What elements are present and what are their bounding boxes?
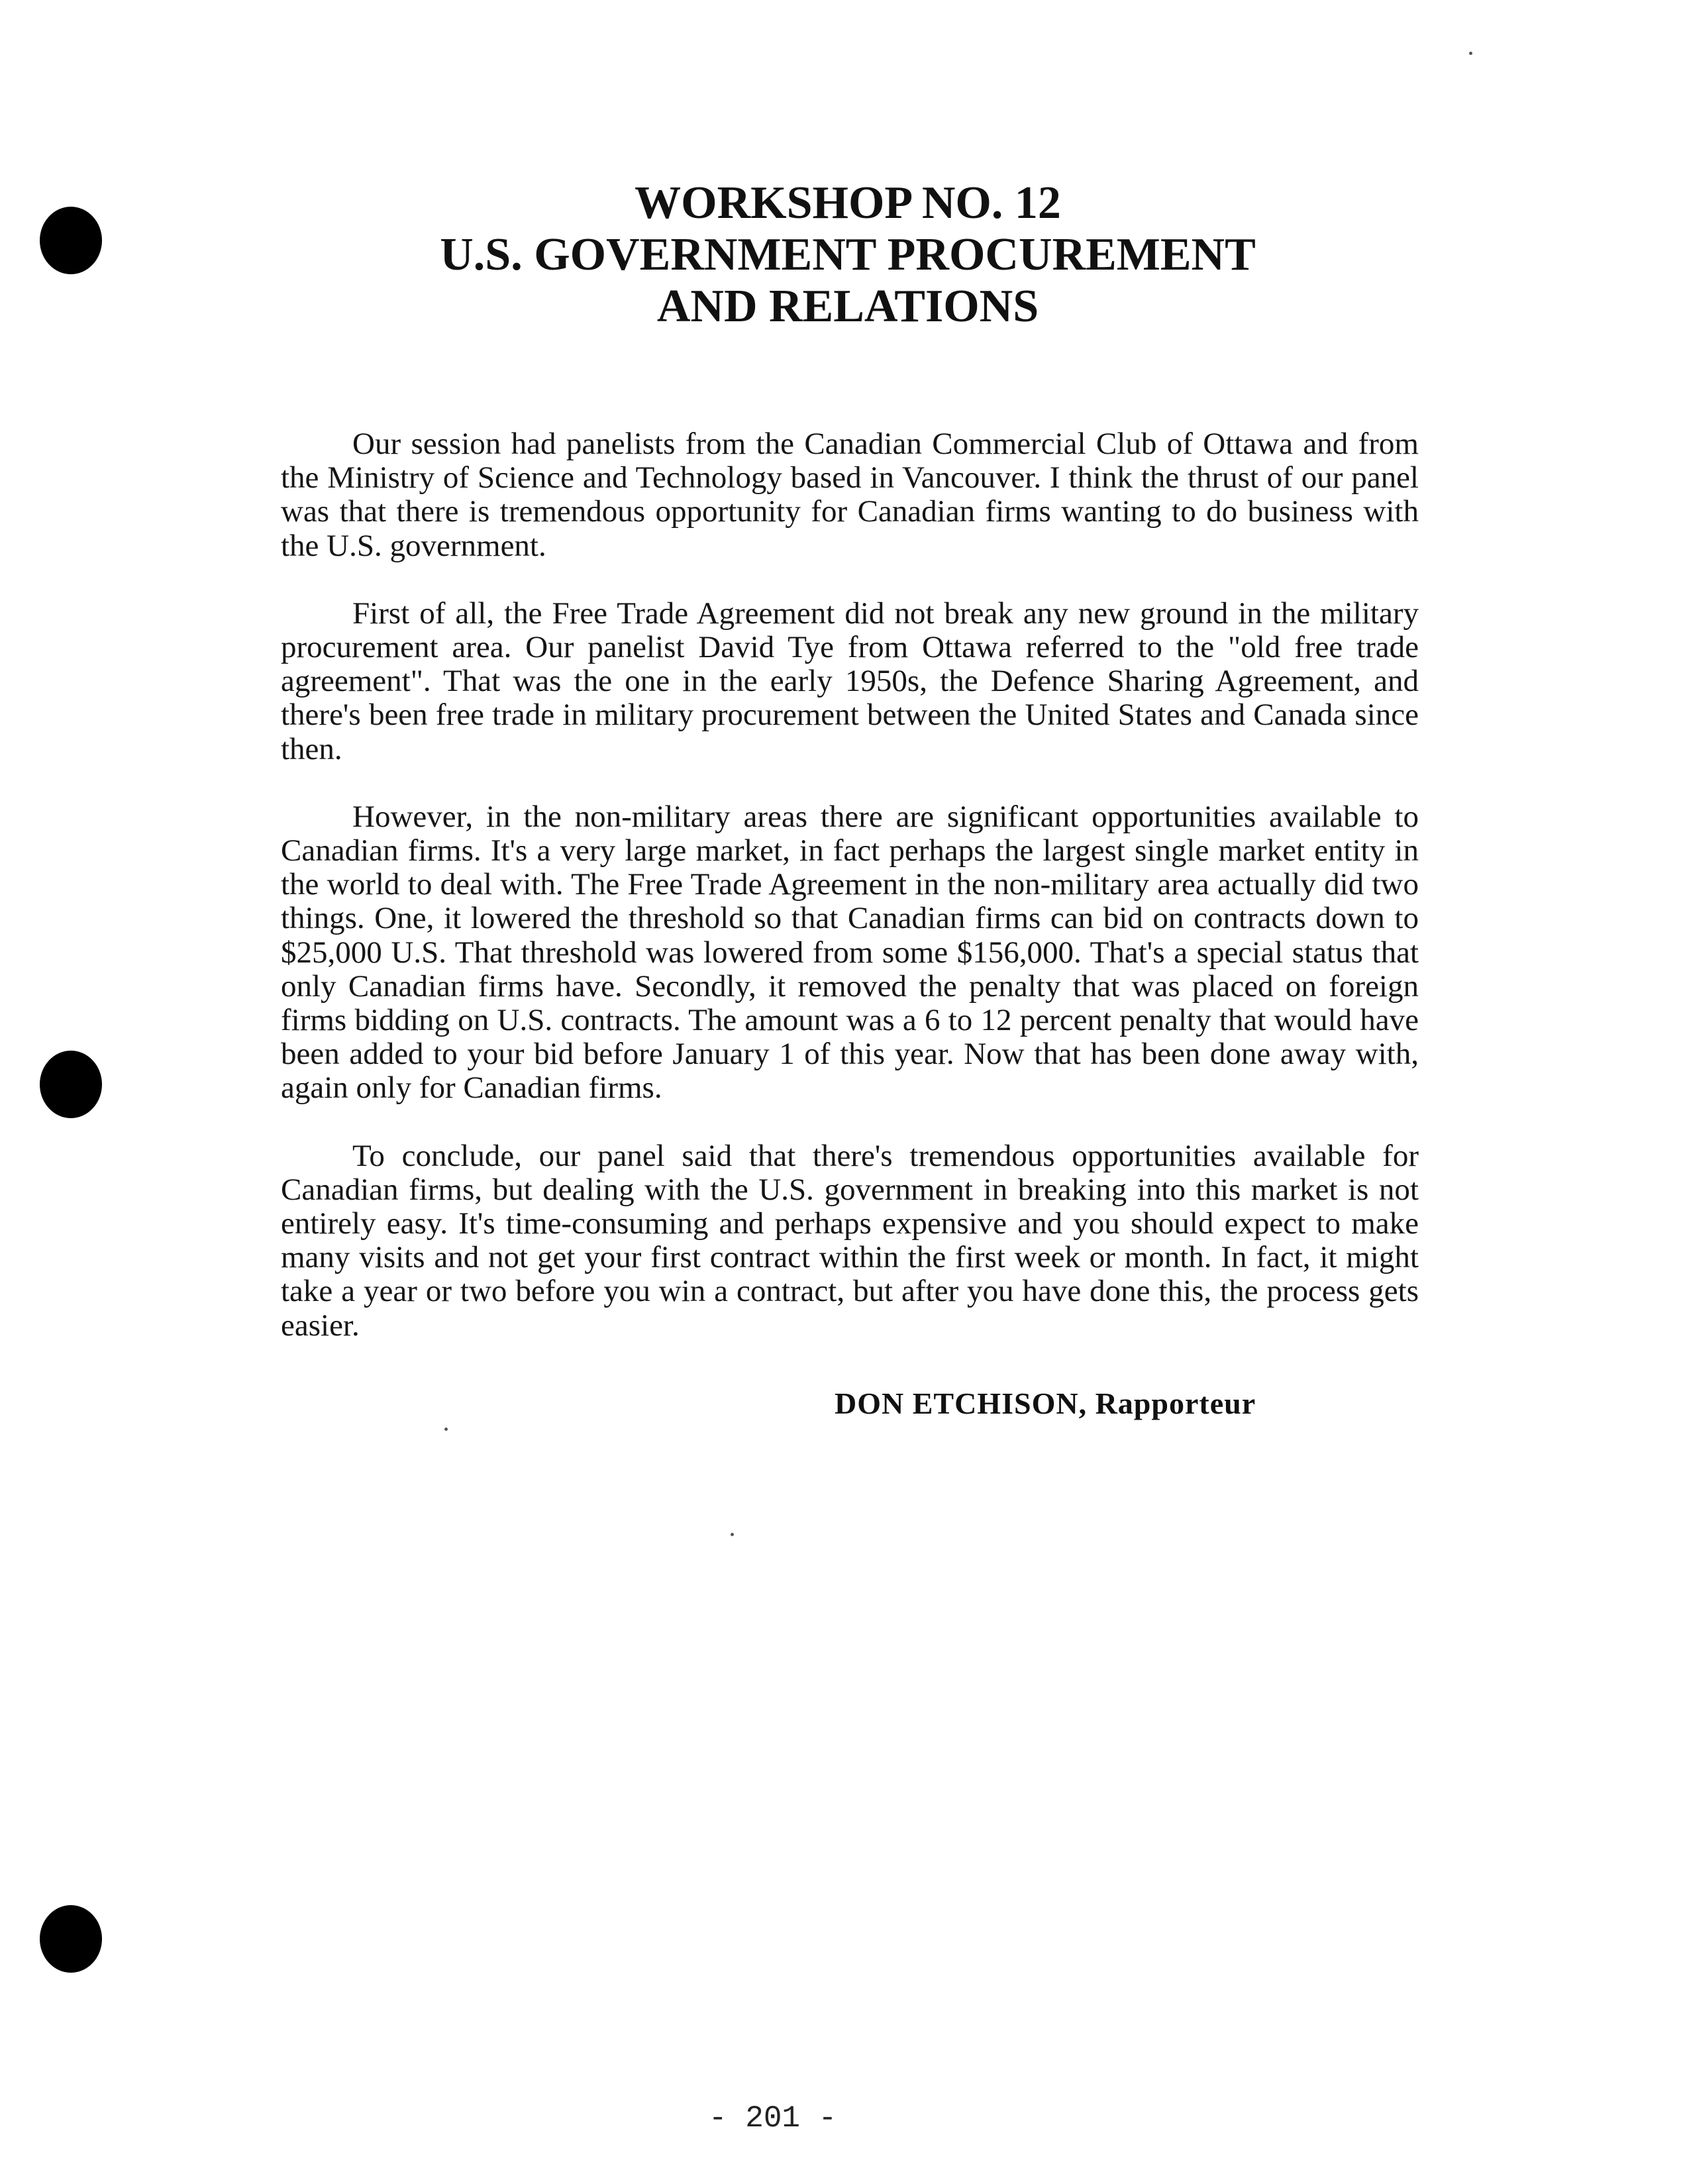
paragraph-session-overview: Our session had panelists from the Canadian Commercial Club of Ottawa and from the Ministry of Science and Technology based in Vancouver. I think the thrust of our panel was that there is tremendous opportunity for Canadian firms wanting to do business with the U.S. government.	[281, 427, 1419, 563]
paragraph-non-military-opportunities: However, in the non-military areas there are significant opportunities available to Canadian firms. It's a very large market, in fact perhaps the largest single market entity in the world to deal with. The Free Trade Agreement in the non-military area actually did two things. One, it lowered the threshold so that Canadian firms can bid on contracts down to $25,000 U.S. That threshold was lowered from some $156,000. That's a special status that only Canadian firms have. Secondly, it removed the penalty that was placed on foreign firms bidding on U.S. contracts. The amount was a 6 to 12 percent penalty that would have been added to your bid before January 1 of this year. Now that has been done away with, again only for Canadian firms.	[281, 799, 1419, 1106]
scan-speck	[444, 1428, 448, 1431]
page-number: - 201 -	[709, 2101, 837, 2136]
report-body	[281, 427, 1419, 1377]
punch-hole-middle	[40, 1051, 102, 1118]
paragraph-conclusion: To conclude, our panel said that there's tremendous opportunities available for Canadian firms, but dealing with the U.S. government in breaking into this market is not entirely easy. It's time-consuming and perhaps expensive and you should expect to make many visits and not get your first contract within the first week or month. In fact, it might take a year or two before you win a contract, but after you have done this, the process gets easier.	[281, 1138, 1419, 1343]
punch-hole-bottom	[40, 1905, 102, 1973]
punch-hole-top	[40, 207, 102, 274]
scan-speck	[731, 1533, 734, 1536]
page-title	[278, 178, 1417, 333]
title-line-procurement: U.S. GOVERNMENT PROCUREMENT	[440, 229, 1256, 280]
rapporteur-signature: DON ETCHISON, Rapporteur	[835, 1386, 1256, 1420]
title-line-workshop: WORKSHOP NO. 12	[635, 178, 1061, 229]
scan-speck	[1469, 52, 1472, 55]
title-line-relations: AND RELATIONS	[656, 281, 1039, 332]
paragraph-military-procurement: First of all, the Free Trade Agreement did not break any new ground in the military procurement area. Our panelist David Tye from Ottawa referred to the "old free trade agreement". That was the one in the early 1950s, the Defence Sharing Agreement, and there's been free trade in military procurement between the United States and Canada since then.	[281, 596, 1419, 766]
